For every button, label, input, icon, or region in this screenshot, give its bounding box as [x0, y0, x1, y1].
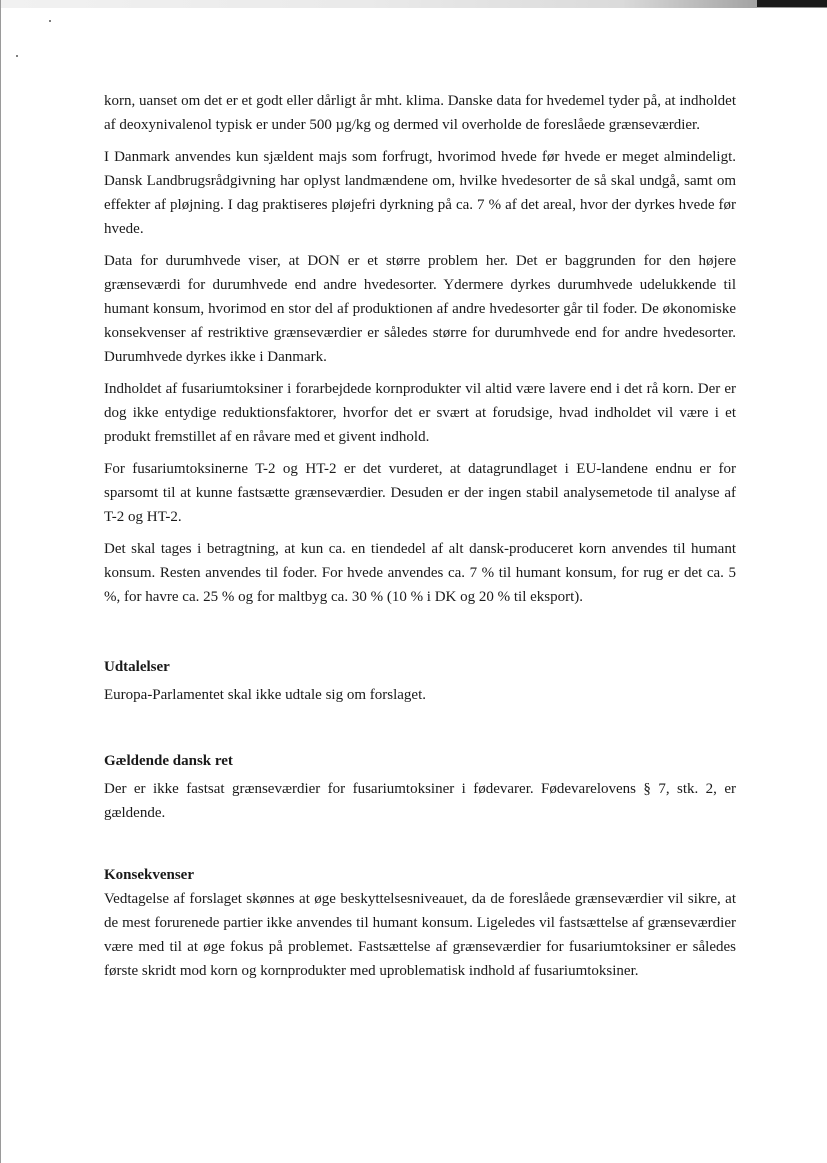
document-body: [104, 89, 736, 991]
paragraph-crop-rotation: I Danmark anvendes kun sjældent majs som forfrugt, hvorimod hvede før hvede er meget almindeligt. Dansk Landbrugsrådgivning har oplyst landmændene om, hvilke hvedesorter de så skal undgå, samt om effekter af pløjning. I dag praktiseres pløjefri dyrkning på ca. 7 % af det areal, hvor der dyrkes hvede før hvede.: [104, 149, 736, 237]
paragraph-durum-wheat: Data for durumhvede viser, at DON er et større problem her. Det er baggrunden for den højere grænseværdi for durumhvede end andre hvedesorter. Ydermere dyrkes durumhvede udelukkende til humant konsum, hvorimod en stor del af produktionen af andre hvedesorter går til foder. De økonomiske konsekvenser af restriktive grænseværdier er således større for durumhvede end for andre hvedesorter. Durumhvede dyrkes ikke i Danmark.: [104, 253, 736, 365]
section-spacer: [104, 617, 736, 655]
section-spacer: [104, 833, 736, 863]
scan-speck: [16, 55, 18, 57]
heading-gaeldende-dansk-ret: Gældende dansk ret: [104, 753, 233, 769]
scan-edge-top: [0, 0, 827, 8]
paragraph-t2-ht2: For fusariumtoksinerne T-2 og HT-2 er det vurderet, at datagrundlaget i EU-landene endnu er for sparsomt til at kunne fastsætte grænseværdier. Desuden er der ingen stabil analysemetode til analyse af T-2 og HT-2.: [104, 461, 736, 525]
heading-udtalelser: Udtalelser: [104, 659, 170, 675]
paragraph-processed-products: Indholdet af fusariumtoksiner i forarbejdede kornprodukter vil altid være lavere end i det rå korn. Der er dog ikke entydige reduktionsfaktorer, hvorfor det er svært at forudsige, hvad indholdet vil være i et produkt fremstillet af en råvare med et givent indhold.: [104, 381, 736, 445]
paragraph-consumption-share: Det skal tages i betragtning, at kun ca. en tiendedel af alt dansk-produceret korn anvendes til humant konsum. Resten anvendes til foder. For hvede anvendes ca. 7 % til humant konsum, for rug er det ca. 5 %, for havre ca. 25 % og for maltbyg ca. 30 % (10 % i DK og 20 % til eksport).: [104, 541, 736, 605]
scan-speck: [49, 20, 51, 22]
paragraph-wheat-flour-data: korn, uanset om det er et godt eller dårligt år mht. klima. Danske data for hvedemel tyder på, at indholdet af deoxynivalenol typisk er under 500 µg/kg og dermed vil overholde de foreslåede grænseværdier.: [104, 93, 736, 133]
section-spacer: [104, 715, 736, 749]
scan-edge-corner: [757, 0, 827, 7]
heading-konsekvenser: Konsekvenser: [104, 867, 194, 883]
text-gaeldende-dansk-ret: Der er ikke fastsat grænseværdier for fusariumtoksiner i fødevarer. Fødevarelovens § 7, stk. 2, er gældende.: [104, 781, 736, 821]
scan-edge-left: [0, 0, 1, 1163]
text-konsekvenser: Vedtagelse af forslaget skønnes at øge beskyttelsesniveauet, da de foreslåede grænseværdier vil sikre, at de mest forurenede partier ikke anvendes til humant konsum. Ligeledes vil fastsættelse af grænseværdier være med til at øge fokus på problemet. Fastsættelse af grænseværdier for fusariumtoksiner er således første skridt mod korn og kornprodukter med uproblematisk indhold af fusariumtoksiner.: [104, 891, 736, 979]
text-udtalelser: Europa-Parlamentet skal ikke udtale sig om forslaget.: [104, 687, 426, 703]
